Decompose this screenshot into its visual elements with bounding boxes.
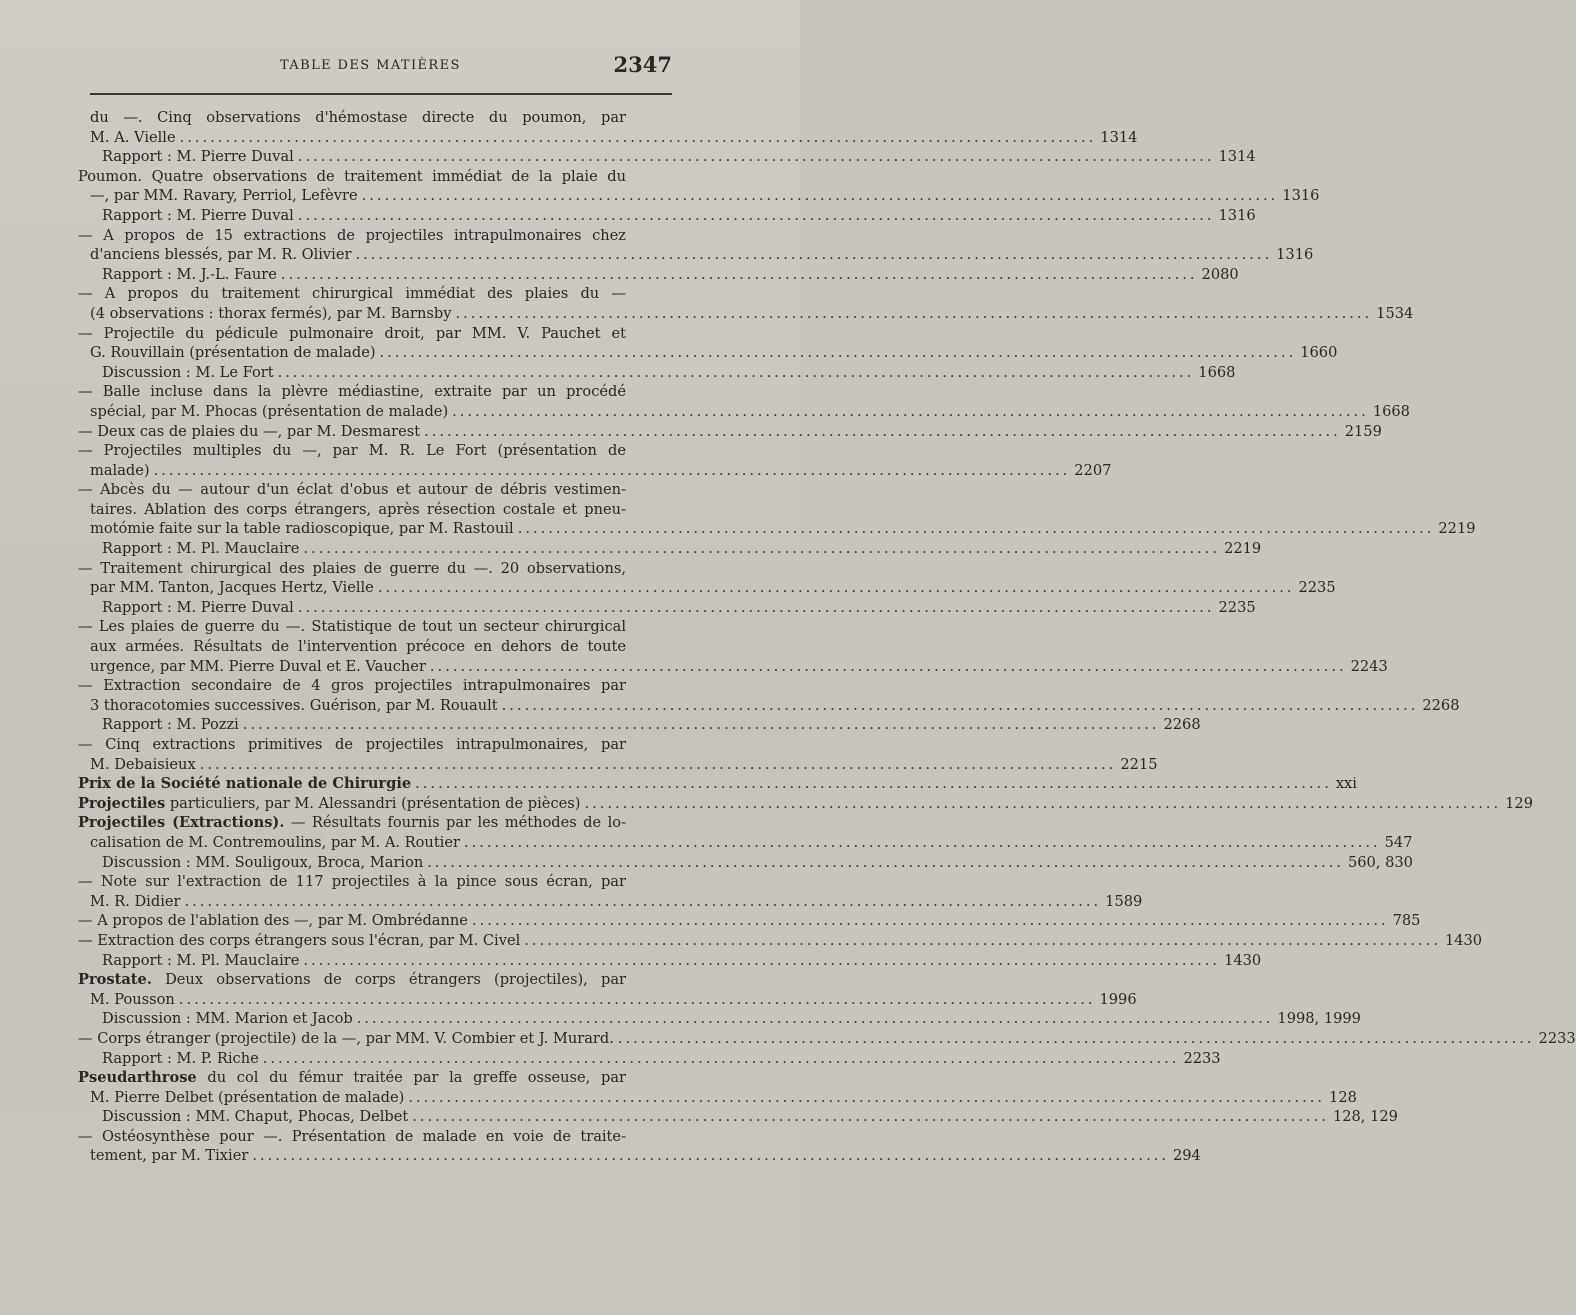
entry-page-ref: 1314 [1218,148,1256,166]
entry-page-ref: 2159 [1344,422,1382,440]
entry-text: 3 thoracotomies successives. Guérison, par M. Rouault [90,696,498,714]
dot-leader: ........................................................................................................................ [452,402,1369,420]
dot-leader: ........................................................................................................................ [471,912,1389,930]
entry-text: Pseudarthrose du col du fémur traitée par la greffe osseuse, par [78,1069,626,1087]
entry-text: Rapport : M. Pierre Duval [102,206,294,224]
dot-leader: ........................................................................................................................ [356,1010,1274,1028]
entry-text: — Extraction secondaire de 4 gros projectiles intrapulmonaires par [78,677,626,695]
entry-page-ref: 1316 [1276,246,1314,264]
entry-text: par MM. Tanton, Jacques Hertz, Vielle [90,579,374,597]
entry-text: Discussion : M. Le Fort [102,363,274,381]
entry-page-ref: 2233 [1183,1049,1221,1067]
index-entry-line [78,774,1357,794]
index-entry-line [78,265,1239,285]
entry-page-ref: 2268 [1422,696,1460,714]
entry-page-ref: 1314 [1100,128,1138,146]
dot-leader: ........................................................................................................................ [297,598,1215,616]
index-entry-line [78,539,1262,559]
entry-text: Rapport : M. J.-L. Faure [102,265,277,283]
index-entry-line [78,794,1533,814]
dot-leader: ........................................................................................................................ [455,304,1373,322]
dot-leader: ........................................................................................................................ [408,1088,1326,1106]
index-entry-line [78,128,1138,148]
entry-page-ref: 2268 [1163,716,1201,734]
index-entry-line [78,735,626,755]
entry-text: M. A. Vielle [90,128,176,146]
entry-text: — A propos de 15 extractions de projectiles intrapulmonaires chez [78,226,626,244]
dot-leader: ........................................................................................................................ [262,1049,1180,1067]
index-entry-line [78,324,626,344]
entry-page-ref: 547 [1384,833,1413,851]
entry-text: Projectiles particuliers, par M. Alessandri (présentation de pièces) [78,794,581,812]
entry-page-ref: 294 [1172,1147,1201,1165]
index-entry-line [78,853,1413,873]
dot-leader: ........................................................................................................................ [379,344,1297,362]
dot-leader: ........................................................................................................................ [584,794,1502,812]
entry-text: aux armées. Résultats de l'intervention précoce en dehors de toute [90,638,626,656]
running-title: TABLE DES MATIÈRES [280,58,461,73]
entry-text: Rapport : M. P. Riche [102,1049,259,1067]
entry-text: spécial, par M. Phocas (présentation de malade) [90,402,449,420]
index-entry-line [78,598,1256,618]
page-number: 2347 [613,52,672,77]
index-entry-line [78,402,1410,422]
index-entry-line [78,715,1201,735]
index-entry-line [78,461,1112,481]
dot-leader: ........................................................................................................................ [178,990,1096,1008]
index-entry-line [78,480,626,500]
entry-page-ref: 1534 [1376,304,1414,322]
dot-leader: ........................................................................................................................ [524,931,1441,949]
entry-page-ref: 1668 [1372,402,1410,420]
entry-text: Rapport : M. Pozzi [102,716,239,734]
index-entry-line [78,186,1320,206]
dot-leader: ........................................................................................................................ [199,755,1117,773]
index-entry-line [78,911,1421,931]
entry-text: — A propos de l'ablation des —, par M. Ombrédanne [78,912,468,930]
entry-page-ref: 2235 [1298,579,1336,597]
index-entry-line [78,578,1336,598]
entry-text: — Extraction des corps étrangers sous l'écran, par M. Civel [78,931,521,949]
dot-leader: ........................................................................................................................ [617,1029,1535,1047]
entry-page-ref: 1316 [1218,206,1256,224]
index-entry-line [78,167,626,187]
dot-leader: ........................................................................................................................ [501,696,1419,714]
dot-leader: ........................................................................................................................ [242,716,1160,734]
index-entry-line [78,304,1414,324]
entry-text: Rapport : M. Pierre Duval [102,148,294,166]
index-entry-line [78,892,1143,912]
index-entry-line [78,1088,1357,1108]
index-entry-line [78,813,626,833]
entry-text: tement, par M. Tixier [90,1147,249,1165]
entry-text: — Balle incluse dans la plèvre médiastine, extraite par un procédé [78,383,626,401]
entry-page-ref: 2219 [1224,540,1262,558]
dot-leader: ........................................................................................................................ [280,265,1198,283]
index-entry-line [78,657,1388,677]
entry-text: taires. Ablation des corps étrangers, après résection costale et pneu- [90,500,626,518]
index-entry-line [78,1127,626,1147]
entry-text: Rapport : M. Pierre Duval [102,598,294,616]
entry-text: — A propos du traitement chirurgical immédiat des plaies du — [78,285,626,303]
entry-text: malade) [90,461,150,479]
entry-page-ref: 128 [1329,1088,1357,1106]
index-entry-line [78,441,626,461]
entry-text: — Les plaies de guerre du —. Statistique de tout un secteur chirurgical [78,618,626,636]
entry-page-ref: 1996 [1099,990,1137,1008]
dot-leader: ........................................................................................................................ [361,187,1279,205]
header-rule [90,93,672,95]
entry-text: Rapport : M. Pl. Mauclaire [102,540,300,558]
index-entry-line [78,206,1256,226]
page-header [90,50,672,80]
entry-page-ref: 128, 129 [1332,1108,1398,1126]
entry-text: d'anciens blessés, par M. R. Olivier [90,246,352,264]
entry-page-ref: xxi [1335,775,1357,793]
index-entry-line [78,559,626,579]
entry-text: Discussion : MM. Souligoux, Broca, Marion [102,853,424,871]
entry-text: Rapport : M. Pl. Mauclaire [102,951,300,969]
index-entry-line [78,833,1413,853]
entry-page-ref: 2233 [1538,1029,1576,1047]
dot-leader: ........................................................................................................................ [427,853,1344,871]
entry-text: M. Pousson [90,990,175,1008]
index-entry-line [78,519,1476,539]
index-entry-line [78,108,626,128]
entry-text: du —. Cinq observations d'hémostase directe du poumon, par [90,109,626,126]
index-entries [78,108,1576,1166]
entry-page-ref: 1430 [1224,951,1262,969]
entry-text: Discussion : MM. Marion et Jacob [102,1010,353,1028]
index-entry-line [78,755,1158,775]
dot-leader: ........................................................................................................................ [179,128,1097,146]
entry-text: — Traitement chirurgical des plaies de guerre du —. 20 observations, [78,559,626,577]
dot-leader: ........................................................................................................................ [184,892,1102,910]
entry-text: — Corps étranger (projectile) de la —, par MM. V. Combier et J. Murard. [78,1029,614,1047]
entry-page-ref: 129 [1505,794,1533,812]
entry-text: Discussion : MM. Chaput, Phocas, Delbet [102,1108,409,1126]
entry-page-ref: 2080 [1201,265,1239,283]
entry-text: Prostate. Deux observations de corps étrangers (projectiles), par [78,971,626,989]
index-entry-line [78,951,1262,971]
dot-leader: ........................................................................................................................ [277,363,1195,381]
index-entry-line [78,990,1137,1010]
index-entry-line [78,343,1338,363]
index-entry-line [78,637,626,657]
entry-page-ref: 2219 [1438,520,1476,538]
entry-page-ref: 1998, 1999 [1277,1010,1361,1028]
entry-text: — Abcès du — autour d'un éclat d'obus et autour de débris vestimen- [78,481,626,499]
index-entry-line [78,696,1460,716]
index-entry-line [78,382,626,402]
dot-leader: ........................................................................................................................ [297,148,1215,166]
entry-text: — Note sur l'extraction de 117 projectiles à la pince sous écran, par [78,873,626,891]
entry-page-ref: 2215 [1120,755,1158,773]
index-entry-line [78,872,626,892]
dot-leader: ........................................................................................................................ [463,833,1381,851]
entry-page-ref: 2243 [1350,657,1388,675]
index-entry-line [78,1029,1576,1049]
dot-leader: ........................................................................................................................ [415,775,1332,793]
entry-text: — Projectiles multiples du —, par M. R. Le Fort (présentation de [78,442,626,460]
entry-text: — Cinq extractions primitives de projectiles intrapulmonaires, par [78,736,626,753]
index-entry-line [78,1049,1221,1069]
dot-leader: ........................................................................................................................ [412,1108,1329,1126]
index-entry-line [78,1009,1361,1029]
entry-text: M. R. Didier [90,892,181,910]
entry-text: M. Pierre Delbet (présentation de malade) [90,1088,405,1106]
index-entry-line [78,676,626,696]
index-entry-line [78,931,1483,951]
entry-page-ref: 785 [1392,912,1421,930]
entry-text: urgence, par MM. Pierre Duval et E. Vaucher [90,657,426,675]
entry-text: (4 observations : thorax fermés), par M. Barnsby [90,304,452,322]
dot-leader: ........................................................................................................................ [303,540,1221,558]
index-entry-line [78,1146,1201,1166]
entry-page-ref: 560, 830 [1347,853,1413,871]
index-entry-line [78,226,626,246]
dot-leader: ........................................................................................................................ [429,657,1347,675]
dot-leader: ........................................................................................................................ [424,422,1341,440]
index-entry-line [78,500,626,520]
entry-text: motómie faite sur la table radioscopique, par M. Rastouil [90,520,514,538]
entry-page-ref: 1668 [1198,363,1236,381]
index-entry-line [78,970,626,990]
index-entry-line [78,147,1256,167]
entry-text: calisation de M. Contremoulins, par M. A. Routier [90,833,460,851]
entry-text: — Deux cas de plaies du —, par M. Desmarest [78,422,421,440]
index-entry-line [78,1068,626,1088]
entry-text: Prix de la Société nationale de Chirurgie [78,775,412,793]
index-entry-line [78,617,626,637]
entry-page-ref: 1316 [1282,187,1320,205]
entry-page-ref: 1430 [1444,931,1483,949]
index-entry-line [78,245,1314,265]
dot-leader: ........................................................................................................................ [517,520,1435,538]
entry-page-ref: 2235 [1218,598,1256,616]
entry-page-ref: 1660 [1300,344,1338,362]
entry-text: —, par MM. Ravary, Perriol, Lefèvre [90,187,358,205]
dot-leader: ........................................................................................................................ [355,246,1273,264]
dot-leader: ........................................................................................................................ [153,461,1071,479]
entry-text: M. Debaisieux [90,755,196,773]
index-entry-line [78,422,1382,442]
entry-text: — Projectile du pédicule pulmonaire droit, par MM. V. Pauchet et [78,324,626,342]
entry-text: Poumon. Quatre observations de traitement immédiat de la plaie du [78,167,626,185]
dot-leader: ........................................................................................................................ [297,206,1215,224]
entry-text: Projectiles (Extractions). — Résultats fournis par les méthodes de lo- [78,814,626,832]
dot-leader: ........................................................................................................................ [303,951,1221,969]
index-entry-line [78,363,1236,383]
dot-leader: ........................................................................................................................ [377,579,1295,597]
index-entry-line [78,1107,1398,1127]
entry-text: G. Rouvillain (présentation de malade) [90,344,376,362]
dot-leader: ........................................................................................................................ [252,1147,1169,1165]
index-entry-line [78,284,626,304]
entry-page-ref: 1589 [1105,892,1143,910]
entry-page-ref: 2207 [1074,461,1112,479]
entry-text: — Ostéosynthèse pour —. Présentation de malade en voie de traite- [78,1127,626,1145]
